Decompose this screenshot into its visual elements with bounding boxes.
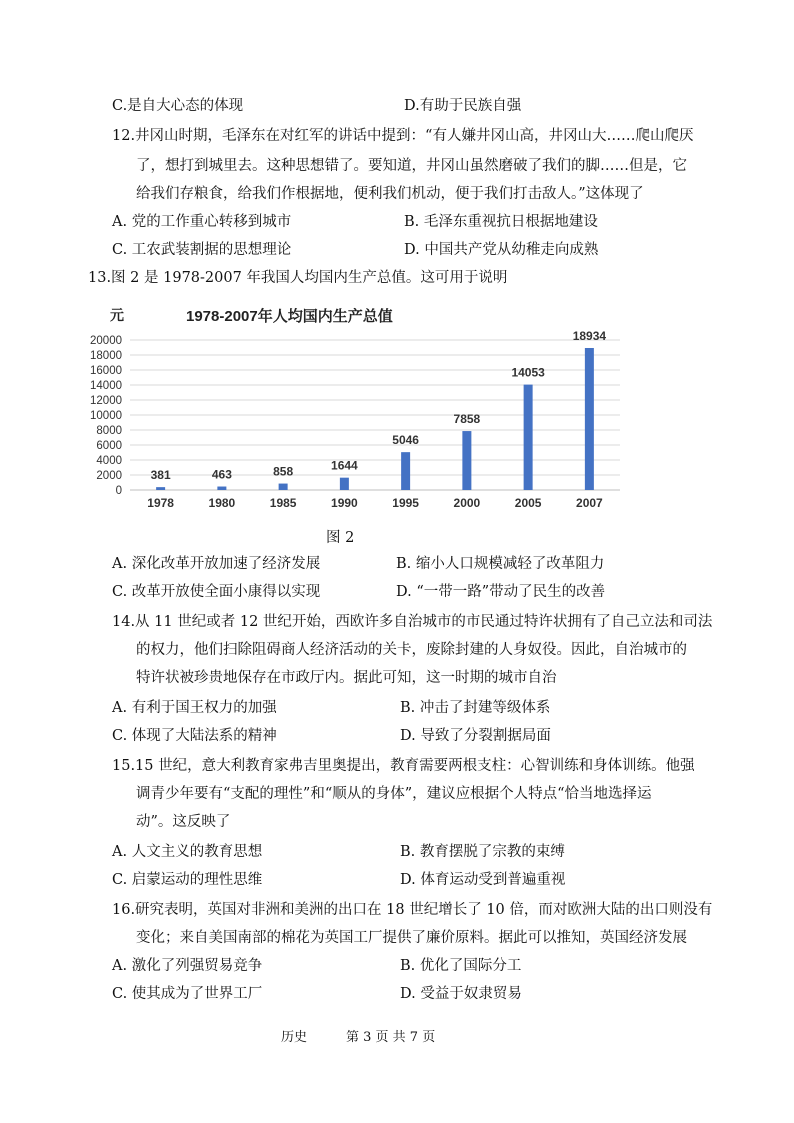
q15-option-c: C. 启蒙运动的理性思维 (112, 872, 263, 888)
q16-stem-line-1: 16.研究表明，英国对非洲和美洲的出口在 18 世纪增长了 10 倍，而对欧洲大陆的出口则没有 (112, 902, 713, 918)
bar-1978 (156, 487, 165, 490)
data-label-1985: 858 (273, 464, 294, 479)
x-tick-label: 2007 (576, 496, 603, 510)
q14-option-a: A. 有利于国王权力的加强 (112, 700, 277, 716)
footer-subject: 历史 (281, 1030, 308, 1045)
q14-option-b: B. 冲击了封建等级体系 (400, 700, 551, 716)
q16-option-b: B. 优化了国际分工 (400, 958, 522, 974)
chart-ylabel: 元 (110, 307, 124, 323)
y-tick-label: 2000 (96, 470, 122, 482)
q15-option-d: D. 体育运动受到普遍重视 (400, 872, 566, 888)
x-tick-label: 1990 (331, 496, 358, 510)
q11-option-d: D.有助于民族自强 (404, 98, 522, 114)
x-tick-label: 1978 (147, 496, 174, 510)
q12-option-c: C. 工农武装割据的思想理论 (112, 242, 292, 258)
y-tick-label: 8000 (96, 425, 122, 437)
data-label-1978: 381 (150, 468, 171, 483)
q16-stem-line-2: 变化；来自美国南部的棉花为英国工厂提供了廉价原料。据此可以推知，英国经济发展 (136, 930, 687, 946)
q13-option-c: C. 改革开放使全面小康得以实现 (112, 584, 321, 600)
bar-1990 (340, 478, 349, 490)
q14-option-d: D. 导致了分裂割据局面 (400, 728, 551, 744)
q12-stem-line-1: 12.井冈山时期，毛泽东在对红军的讲话中提到：“有人嫌井冈山高，井冈山大……爬山爬厌 (112, 128, 694, 144)
x-tick-label: 2005 (514, 496, 542, 510)
y-tick-label: 16000 (90, 365, 122, 377)
data-label-2007: 18934 (572, 328, 607, 343)
x-tick-label: 1985 (269, 496, 297, 510)
footer-page-number: 第 3 页 共 7 页 (346, 1030, 436, 1045)
y-tick-label: 12000 (90, 395, 122, 407)
q11-option-c: C.是自大心态的体现 (112, 98, 244, 114)
bar-2000 (462, 431, 471, 490)
y-tick-label: 0 (115, 485, 122, 497)
figure-caption: 图 2 (326, 530, 355, 546)
q12-option-d: D. 中国共产党从幼稚走向成熟 (404, 242, 599, 258)
q14-option-c: C. 体现了大陆法系的精神 (112, 728, 277, 744)
chart-svg (90, 300, 630, 522)
bar-1985 (279, 484, 288, 490)
q15-option-b: B. 教育摆脱了宗教的束缚 (400, 844, 565, 860)
q14-stem-line-3: 特许状被珍贵地保存在市政厅内。据此可知，这一时期的城市自治 (136, 670, 557, 686)
bar-1995 (401, 452, 410, 490)
q12-stem-line-2: 了，想打到城里去。这种思想错了。要知道，井冈山虽然磨破了我们的脚……但是，它 (136, 158, 687, 174)
q16-option-a: A. 激化了列强贸易竞争 (112, 958, 263, 974)
data-label-2000: 7858 (453, 412, 481, 427)
y-tick-label: 20000 (90, 335, 122, 347)
gdp-per-capita-chart (90, 300, 630, 522)
q13-option-b: B. 缩小人口规模减轻了改革阻力 (396, 556, 605, 572)
q12-stem-line-3: 给我们存粮食，给我们作根据地，便利我们机动，便于我们打击敌人。”这体现了 (136, 186, 644, 202)
data-label-1980: 463 (211, 467, 232, 482)
bar-2005 (524, 385, 533, 490)
q14-stem-line-1: 14.从 11 世纪或者 12 世纪开始，西欧许多自治城市的市民通过特许状拥有了自己立法和司法 (112, 614, 713, 630)
q13-option-a: A. 深化改革开放加速了经济发展 (112, 556, 321, 572)
q15-stem-line-1: 15.15 世纪，意大利教育家弗吉里奥提出，教育需要两根支柱：心智训练和身体训练。他强 (112, 758, 695, 774)
bar-1980 (217, 487, 226, 490)
y-tick-label: 4000 (96, 455, 122, 467)
x-tick-label: 1980 (208, 496, 236, 510)
q15-stem-line-2: 调青少年要有“支配的理性”和“顺从的身体”，建议应根据个人特点“恰当地选择运 (136, 786, 652, 802)
q16-option-c: C. 使其成为了世界工厂 (112, 986, 263, 1002)
chart-title: 1978-2007年人均国内生产总值 (186, 308, 393, 325)
y-tick-label: 18000 (90, 350, 122, 362)
bar-2007 (585, 348, 594, 490)
data-label-1990: 1644 (331, 458, 358, 473)
q12-option-a: A. 党的工作重心转移到城市 (112, 214, 292, 230)
q13-option-d: D. “一带一路”带动了民生的改善 (396, 584, 606, 600)
x-tick-label: 2000 (453, 496, 481, 510)
q12-option-b: B. 毛泽东重视抗日根据地建设 (404, 214, 598, 230)
data-label-1995: 5046 (392, 433, 419, 448)
q15-option-a: A. 人文主义的教育思想 (112, 844, 263, 860)
q16-option-d: D. 受益于奴隶贸易 (400, 986, 522, 1002)
q15-stem-line-3: 动”。这反映了 (136, 814, 231, 830)
y-tick-label: 14000 (90, 380, 122, 392)
q14-stem-line-2: 的权力，他们扫除阻碍商人经济活动的关卡，废除封建的人身奴役。因此，自治城市的 (136, 642, 687, 658)
data-label-2005: 14053 (511, 365, 545, 380)
y-tick-label: 6000 (96, 440, 122, 452)
x-tick-label: 1995 (392, 496, 419, 510)
y-tick-label: 10000 (90, 410, 122, 422)
q13-stem: 13.图 2 是 1978-2007 年我国人均国内生产总值。这可用于说明 (88, 270, 508, 286)
